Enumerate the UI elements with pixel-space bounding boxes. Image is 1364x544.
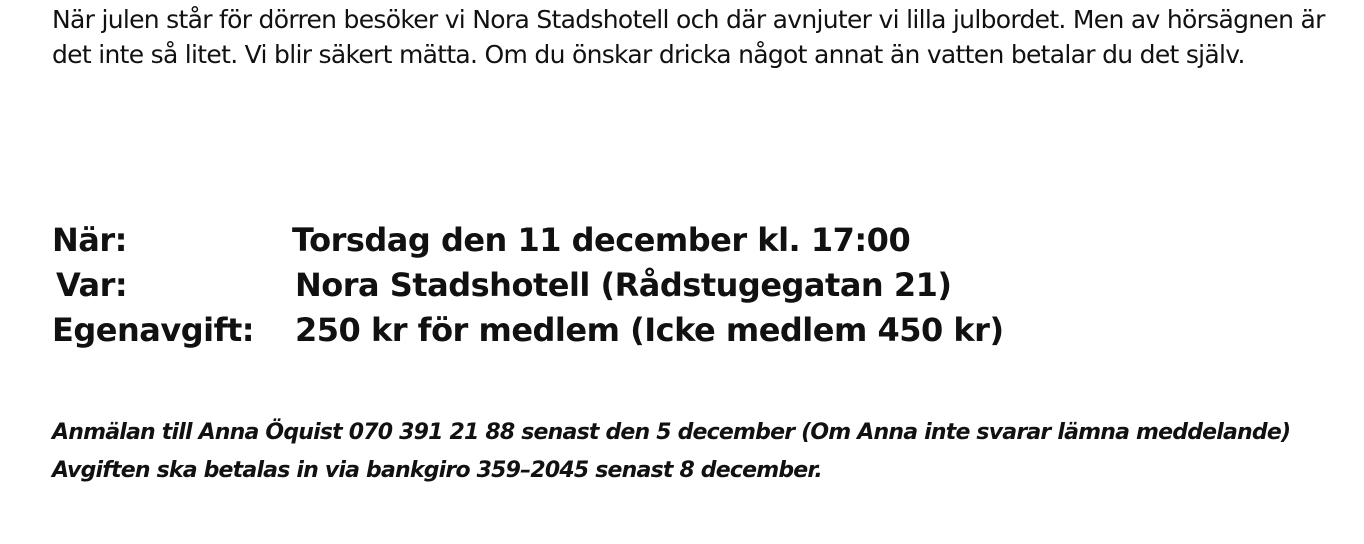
detail-row-when	[52, 218, 1302, 263]
detail-row-fee	[52, 308, 1302, 353]
notes-section	[52, 414, 1342, 490]
fee-value: 250 kr för medlem (Icke medlem 450 kr)	[295, 311, 1004, 349]
intro-paragraph: När julen står för dörren besöker vi Nora Stadshotell och där avnjuter vi lilla julbordet. Men av hörsägnen är det inte så litet. Vi blir säkert mätta. Om du önskar dricka något annat än vatten betalar du det själv.	[52, 5, 1325, 69]
payment-note: Avgiften ska betalas in via bankgiro 359–2045 senast 8 december.	[52, 458, 822, 483]
when-value: Torsdag den 11 december kl. 17:00	[292, 221, 911, 259]
where-value: Nora Stadshotell (Rådstugegatan 21)	[295, 266, 952, 304]
detail-row-where	[52, 263, 1302, 308]
where-label: Var:	[56, 266, 128, 304]
when-label: När:	[52, 221, 127, 259]
event-details	[52, 218, 1302, 353]
registration-note: Anmälan till Anna Öquist 070 391 21 88 senast den 5 december (Om Anna inte svarar lämna meddelande)	[52, 420, 1291, 445]
fee-label: Egenavgift:	[52, 311, 255, 349]
